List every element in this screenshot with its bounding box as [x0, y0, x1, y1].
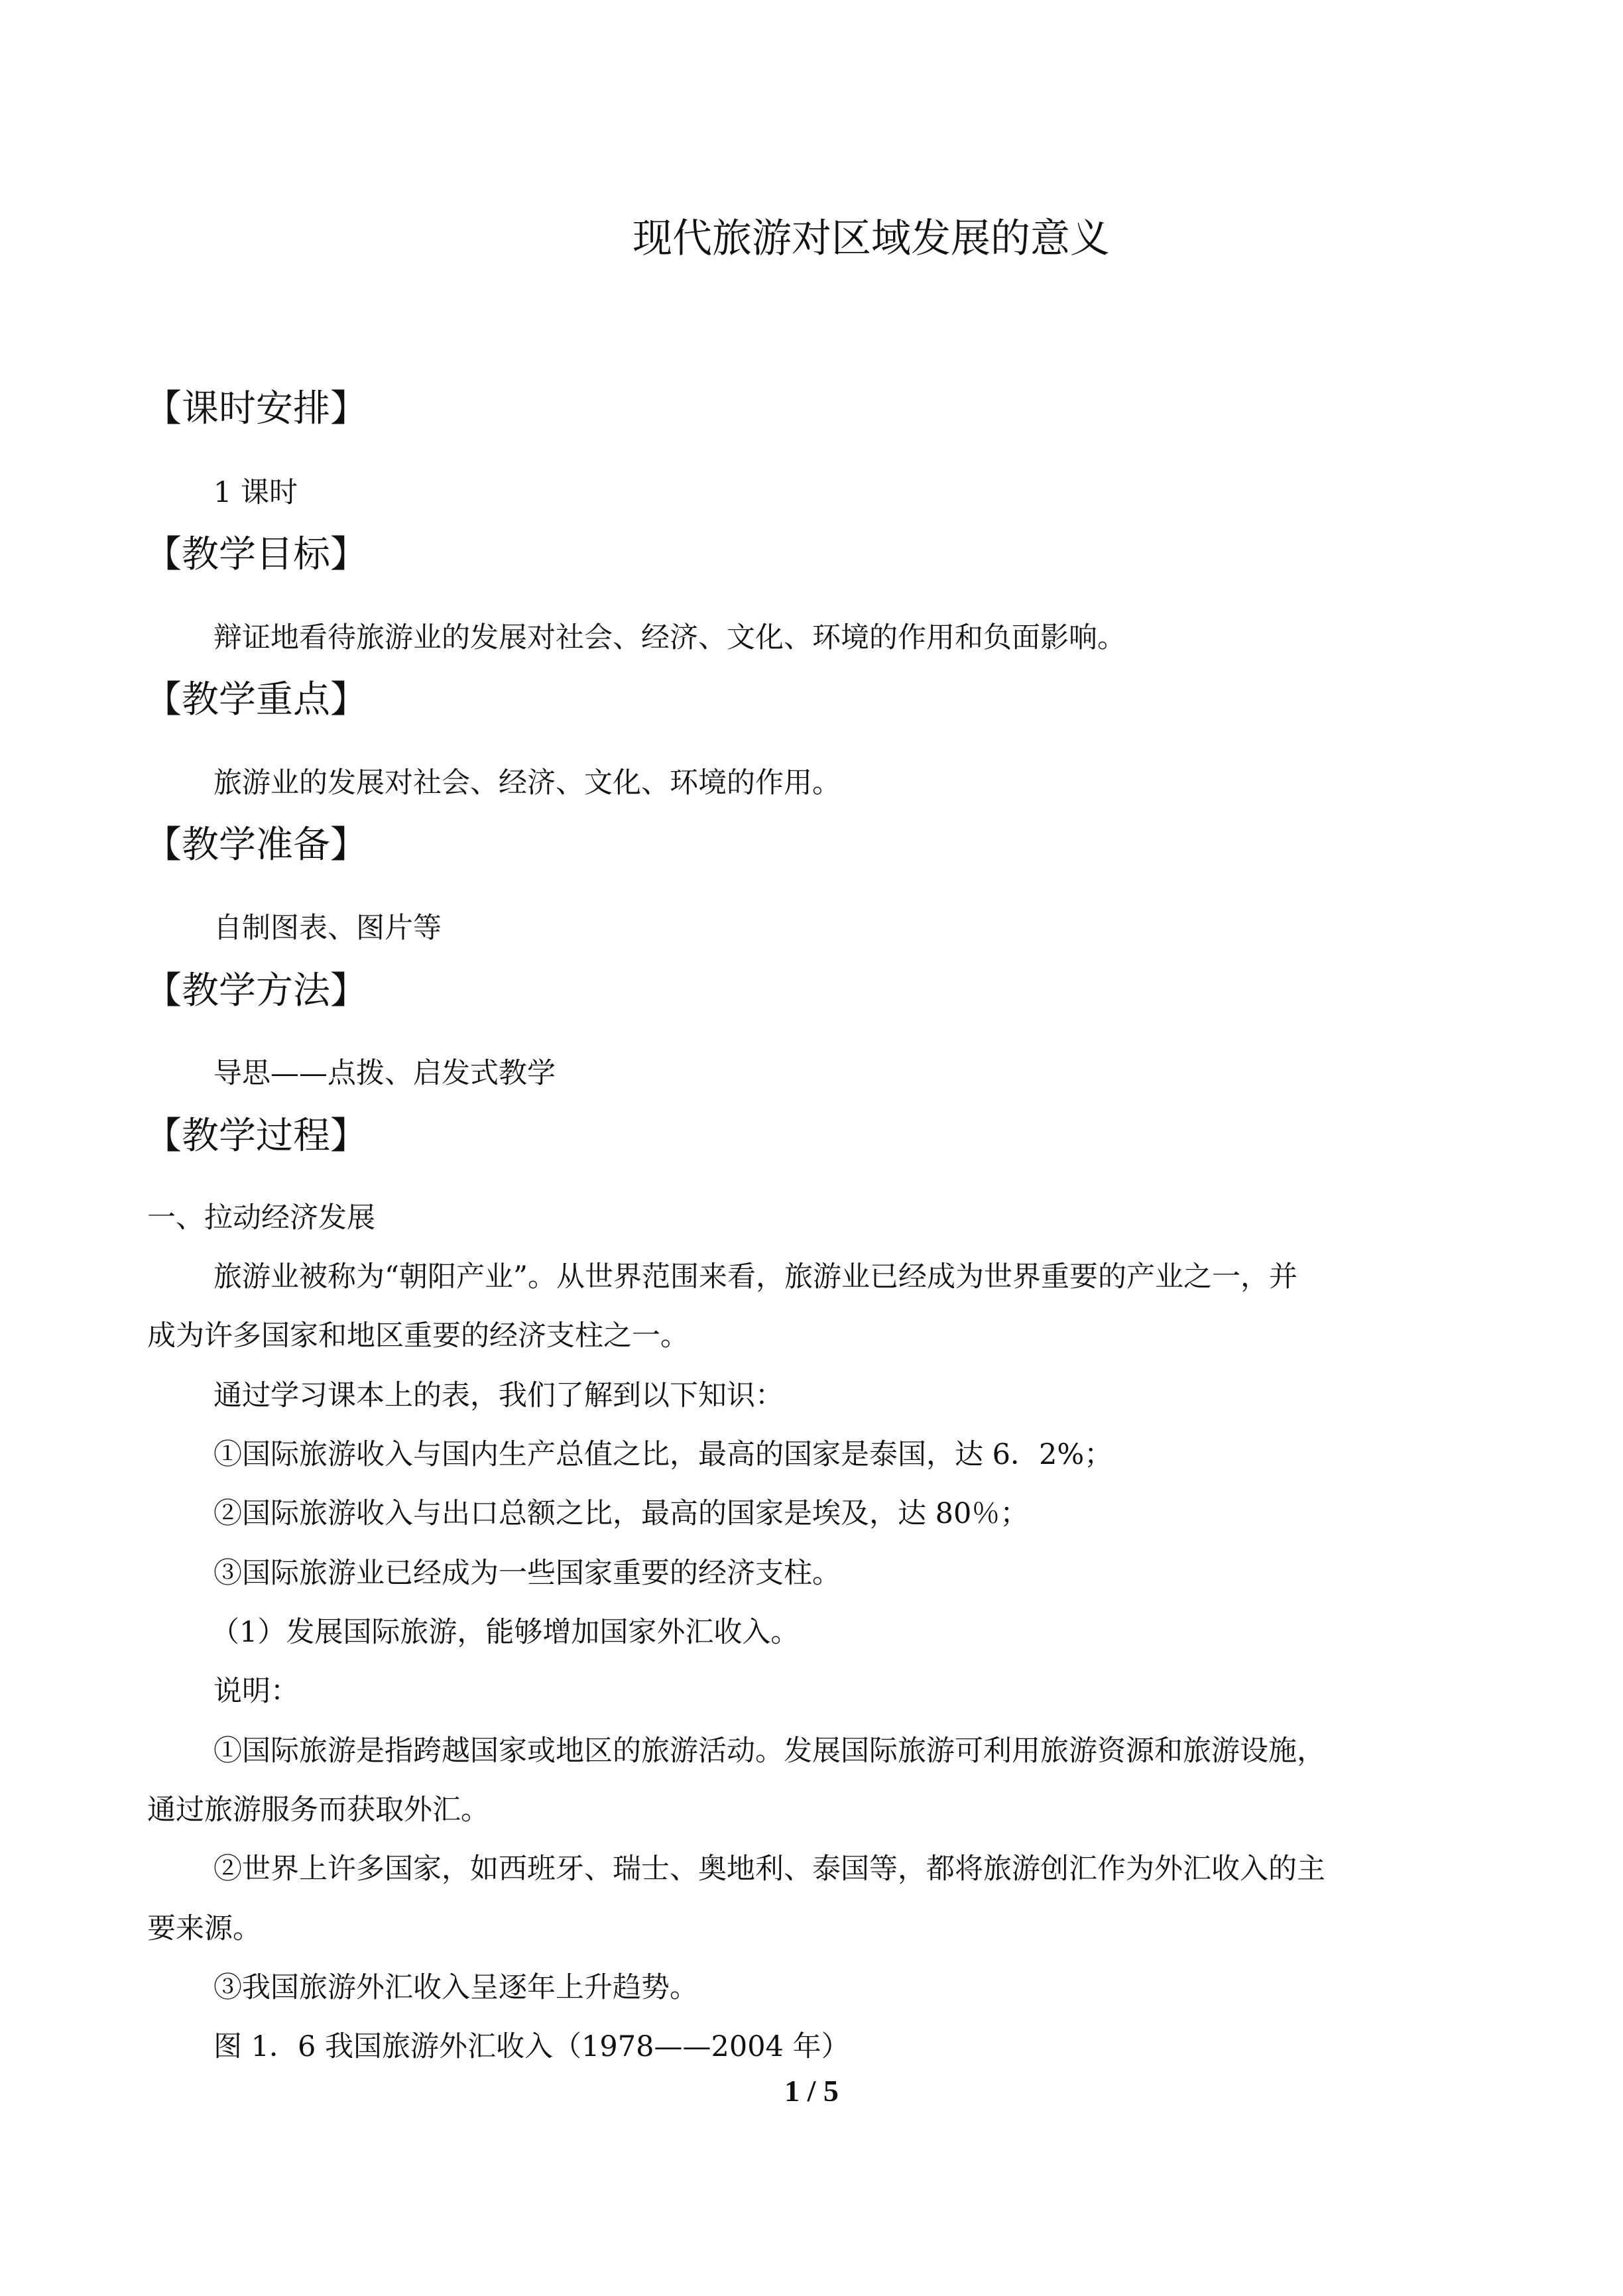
- explanation-item: 要来源。: [147, 1912, 261, 1945]
- paragraph-line: 通过学习课本上的表，我们了解到以下知识：: [213, 1379, 784, 1412]
- heading-schedule: 【课时安排】: [145, 387, 367, 430]
- explanation-item: ①国际旅游是指跨越国家或地区的旅游活动。发展国际旅游可利用旅游资源和旅游设施，: [213, 1734, 1325, 1768]
- explanation-item: ③我国旅游外汇收入呈逐年上升趋势。: [213, 1971, 698, 2004]
- heading-key-points: 【教学重点】: [145, 678, 367, 721]
- explanation-label: 说明：: [213, 1675, 299, 1708]
- objectives-text: 辩证地看待旅游业的发展对社会、经济、文化、环境的作用和负面影响。: [213, 621, 1126, 654]
- knowledge-item: ①国际旅游收入与国内生产总值之比，最高的国家是泰国，达 6．2%；: [213, 1438, 1113, 1471]
- paragraph-line: 成为许多国家和地区重要的经济支柱之一。: [147, 1319, 689, 1353]
- key-points-text: 旅游业的发展对社会、经济、文化、环境的作用。: [213, 766, 841, 800]
- heading-process: 【教学过程】: [145, 1115, 367, 1158]
- preparation-text: 自制图表、图片等: [213, 912, 442, 945]
- subsection-title: （1）发展国际旅游，能够增加国家外汇收入。: [211, 1616, 800, 1649]
- figure-caption: 图 1．6 我国旅游外汇收入（1978——2004 年）: [213, 2030, 850, 2063]
- document-title: 现代旅游对区域发展的意义: [632, 215, 1110, 262]
- knowledge-item: ③国际旅游业已经成为一些国家重要的经济支柱。: [213, 1557, 841, 1590]
- page-number: 1 / 5: [784, 2074, 839, 2108]
- schedule-text: 1 课时: [213, 476, 298, 509]
- paragraph-line: 旅游业被称为“朝阳产业”。从世界范围来看，旅游业已经成为世界重要的产业之一，并: [213, 1260, 1297, 1294]
- heading-preparation: 【教学准备】: [145, 823, 367, 867]
- method-text: 导思——点拨、启发式教学: [213, 1057, 556, 1090]
- explanation-item: 通过旅游服务而获取外汇。: [147, 1793, 489, 1827]
- process-part1-title: 一、拉动经济发展: [147, 1201, 375, 1235]
- knowledge-item: ②国际旅游收入与出口总额之比，最高的国家是埃及，达 80％；: [213, 1497, 1029, 1530]
- heading-method: 【教学方法】: [145, 969, 367, 1012]
- explanation-item: ②世界上许多国家，如西班牙、瑞士、奥地利、泰国等，都将旅游创汇作为外汇收入的主: [213, 1852, 1325, 1886]
- heading-objectives: 【教学目标】: [145, 533, 367, 576]
